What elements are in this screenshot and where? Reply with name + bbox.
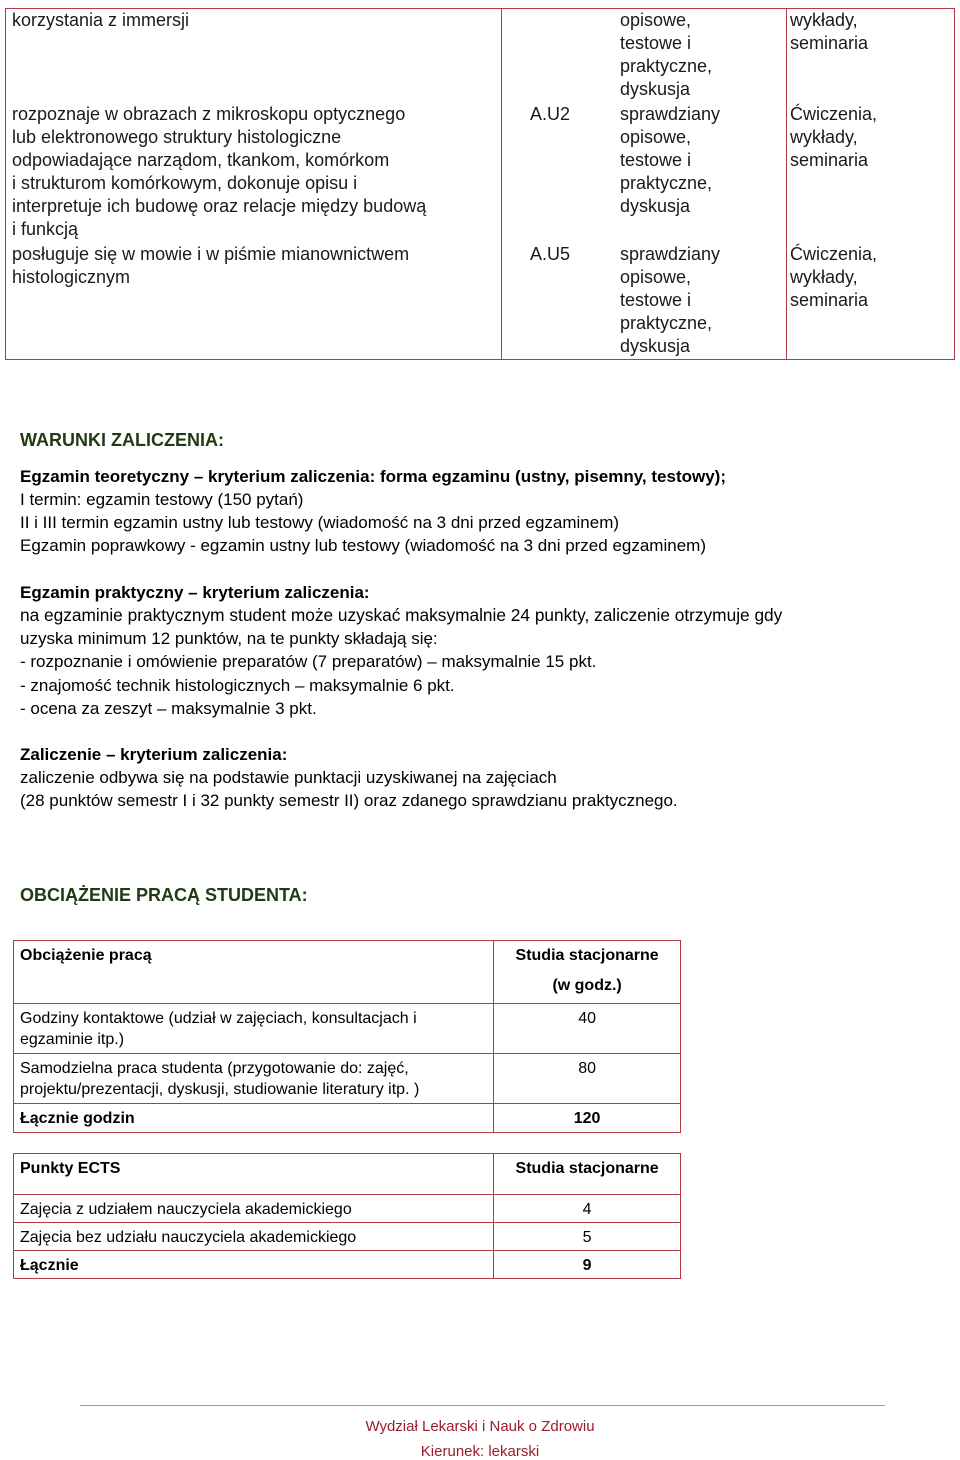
workload-header-label: Obciążenie pracą [14,941,494,1004]
verification-methods: sprawdziany opisowe, testowe i praktyczne, dyskusja [620,244,721,356]
outcome-code: A.U2 [530,104,571,124]
table-row: Zajęcia bez udziału nauczyciela akademickiego 5 [14,1223,681,1251]
theory-exam-title: Egzamin teoretyczny – kryterium zaliczenia: forma egzaminu (ustny, pisemny, testowy); [20,467,726,486]
teaching-forms: Ćwiczenia, wykłady, seminaria [790,244,878,310]
ects-header-label: Punkty ECTS [14,1154,494,1195]
outcome-description: rozpoznaje w obrazach z mikroskopu optycznego lub elektronowego struktury histologiczne odpowiadające narządom, tkankom, komórkom i strukturom komórkowym, dokonuje opisu i interpretuje ich budowę oraz relacje między budową i funkcją [12,104,427,239]
practical-exam-line: - ocena za zeszyt – maksymalnie 3 pkt. [20,699,317,718]
outcome-description: korzystania z immersji [12,10,190,30]
verification-methods: sprawdziany opisowe, testowe i praktyczne, dyskusja [620,104,721,216]
table-divider [501,9,502,359]
workload-heading: OBCIĄŻENIE PRACĄ STUDENTA: [20,885,308,905]
outcome-code: A.U5 [530,244,571,264]
practical-exam-line: - znajomość technik histologicznych – maksymalnie 6 pkt. [20,676,455,695]
credit-line: zaliczenie odbywa się na podstawie punktacji uzyskiwanej na zajęciach [20,768,557,787]
outcome-description: posługuje się w mowie i w piśmie mianownictwem histologicznym [12,244,410,287]
conditions-heading: WARUNKI ZALICZENIA: [20,430,224,450]
credit-title: Zaliczenie – kryterium zaliczenia: [20,745,288,764]
table-row: Samodzielna praca studenta (przygotowanie do: zajęć, projektu/prezentacji, dyskusji, studiowanie literatury itp. ) 80 [14,1054,681,1104]
theory-exam-line: Egzamin poprawkowy - egzamin ustny lub testowy (wiadomość na 3 dni przed egzaminem) [20,536,706,555]
teaching-forms: Ćwiczenia, wykłady, seminaria [790,104,878,170]
workload-table [13,940,681,1133]
footer-divider [80,1405,885,1406]
credit-line: (28 punktów semestr I i 32 punkty semestr II) oraz zdanego sprawdzianu praktycznego. [20,791,678,810]
footer-faculty: Wydział Lekarski i Nauk o Zdrowiu [365,1418,595,1435]
table-row: Zajęcia z udziałem nauczyciela akademickiego 4 [14,1195,681,1223]
footer-course: Kierunek: lekarski [420,1443,540,1460]
verification-methods: opisowe, testowe i praktyczne, dyskusja [620,10,713,99]
teaching-forms: wykłady, seminaria [790,10,869,53]
theory-exam-line: I termin: egzamin testowy (150 pytań) [20,490,304,509]
practical-exam-line: na egzaminie praktycznym student może uzyskać maksymalnie 24 punkty, zaliczenie otrzymuje gdy [20,605,783,625]
table-row-total: Łącznie godzin 120 [14,1104,681,1133]
table-divider [786,9,787,359]
ects-table [13,1153,681,1279]
ects-header-column: Studia stacjonarne [494,1154,681,1195]
workload-header-column: Studia stacjonarne (w godz.) [494,941,681,1004]
practical-exam-line: - rozpoznanie i omówienie preparatów (7 preparatów) – maksymalnie 15 pkt. [20,652,597,671]
table-row-total: Łącznie 9 [14,1251,681,1279]
theory-exam-line: II i III termin egzamin ustny lub testowy (wiadomość na 3 dni przed egzaminem) [20,513,620,532]
table-row: Godziny kontaktowe (udział w zajęciach, konsultacjach i egzaminie itp.) 40 [14,1004,681,1054]
practical-exam-title: Egzamin praktyczny – kryterium zaliczenia: [20,583,370,602]
practical-exam-line: uzyska minimum 12 punktów, na te punkty składają się: [20,629,438,648]
